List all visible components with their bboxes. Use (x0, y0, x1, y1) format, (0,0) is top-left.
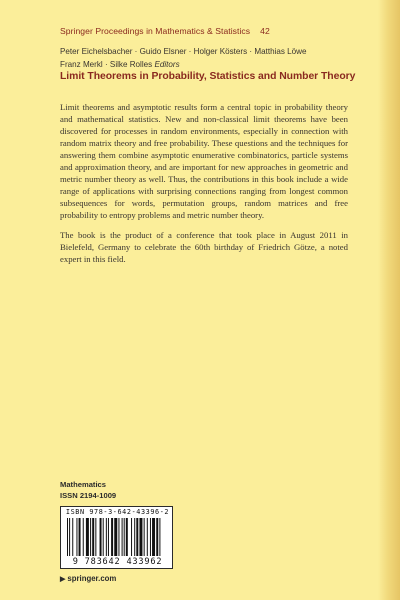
blurb (60, 101, 348, 273)
editors-line-2 (60, 58, 360, 71)
book-title: Limit Theorems in Probability, Statistics and Number Theory (60, 71, 356, 82)
editors-line-1: Peter Eichelsbacher · Guido Elsner · Holger Kösters · Matthias Löwe (60, 47, 307, 56)
spine-shadow (378, 0, 400, 600)
publisher-url: springer.com (67, 574, 117, 583)
editors-block (60, 45, 360, 71)
editors-names-2: Franz Merkl · Silke Rolles (60, 60, 153, 69)
issn-label: ISSN 2194-1009 (60, 490, 117, 500)
publisher-url-line (60, 574, 116, 583)
series-name: Springer Proceedings in Mathematics & Statistics (60, 26, 251, 36)
isbn-text: ISBN 978-3-642-43396-2 (65, 508, 170, 516)
barcode (60, 506, 173, 569)
editors-role: Editors (154, 60, 180, 69)
subject-info (60, 480, 116, 501)
barcode-bars (67, 518, 168, 556)
blurb-paragraph-2: The book is the product of a conference that took place in August 2011 in Bielefeld, Germany to celebrate the 60th birthday of Friedrich Götze, a noted expert in this field. (60, 230, 348, 264)
ean-digits: 9 783642 433962 (72, 557, 163, 567)
subject-label: Mathematics (60, 480, 107, 489)
blurb-paragraph-1: Limit theorems and asymptotic results form a central topic in probability theory and mathematical statistics. New and non-classical limit theorems have been discovered for processes in random environments, especially in connection with random matrix theory and free probability. These questions and the techniques for answering them combine asymptotic enumerative combinatorics, particle systems and approximation theory, and are important for new approaches in geometric and metric number theory as well. Thus, the contributions in this book include a wide range of applications with surprising connections ranging from longest common subsequences for words, permutation groups, random matrices and free probability to entropy problems and metric number theory. (60, 102, 348, 220)
series-line (60, 26, 270, 36)
series-volume: 42 (260, 26, 270, 36)
arrow-icon: ▶ (60, 576, 66, 583)
